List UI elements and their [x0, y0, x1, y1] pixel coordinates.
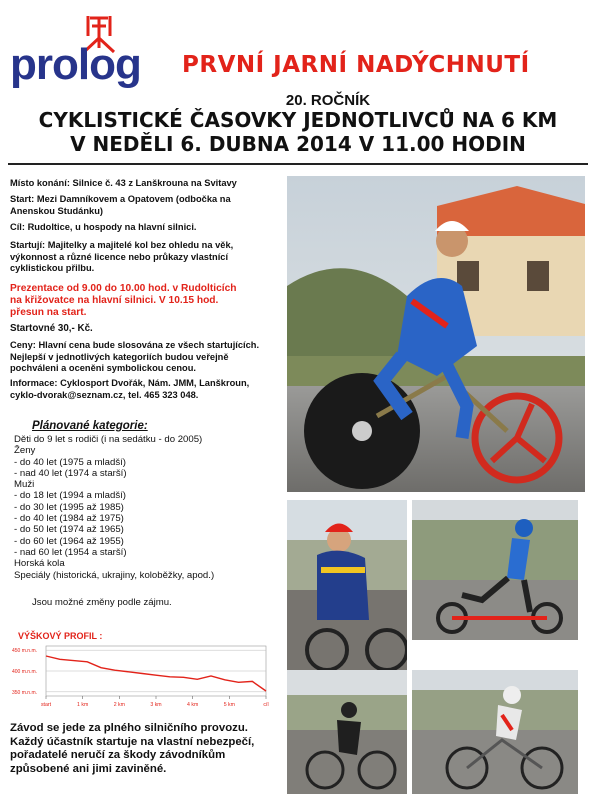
- start-line2: Anenskou Studánku): [10, 205, 103, 216]
- category-item: - nad 40 let (1974 a starší): [14, 467, 127, 479]
- registration-line2: na křižovatce na hlavní silnici. V 10.15 hod.: [10, 295, 219, 306]
- registration-line1: Prezentace od 9.00 do 10.00 hod. v Rudolticích: [10, 283, 237, 294]
- notice-line2: Každý účastník startuje na vlastní nebezpečí,: [10, 735, 255, 748]
- prizes-line1: Hlavní cena bude slosována ze všech startujících.: [38, 340, 260, 350]
- riders-line3: cyklistickou přilbu.: [10, 263, 95, 273]
- finish-location: [10, 222, 282, 234]
- prizes: [10, 340, 282, 375]
- notice-line4: způsobené ani jimi zaviněné.: [10, 762, 167, 775]
- category-item: - do 40 let (1984 až 1975): [14, 513, 124, 525]
- start-line1: Mezi Damníkovem a Opatovem (odbočka na: [36, 194, 231, 204]
- category-item: - do 18 let (1994 a mladší): [14, 490, 126, 502]
- contact: [10, 378, 282, 401]
- category-item: - nad 60 let (1954 a starší): [14, 546, 127, 558]
- divider: [8, 163, 588, 165]
- profile-x-label: start: [40, 702, 52, 708]
- profile-x-label: 2 km: [113, 702, 125, 708]
- photo-cyclist-portrait: [287, 500, 407, 670]
- prizes-label: Ceny:: [10, 340, 36, 350]
- profile-x-label: 1 km: [77, 702, 89, 708]
- profile-x-label: 5 km: [223, 702, 235, 708]
- profile-y-label: 400 m.n.m.: [12, 669, 38, 675]
- photo-scooter-rider: [412, 500, 578, 640]
- start-label: Start:: [10, 194, 35, 204]
- registration: [10, 283, 282, 319]
- safety-notice: [10, 722, 290, 776]
- contact-line2: cyklo-dvorak@seznam.cz, tel. 465 323 048.: [10, 389, 199, 400]
- logo-text: prolog: [10, 40, 141, 89]
- photo-main-cyclist: [287, 176, 585, 492]
- notice-line3: pořadatelé neručí za škody závodníkům: [10, 749, 226, 761]
- category-item: Horská kola: [14, 558, 65, 570]
- profile-y-label: 450 m.n.m.: [12, 648, 38, 655]
- categories-list: [14, 434, 294, 581]
- profile-x-label: cíl: [263, 702, 269, 708]
- category-item: - do 60 let (1964 až 1955): [14, 535, 124, 547]
- profile-line: [46, 656, 266, 691]
- category-item: Muži: [14, 479, 35, 491]
- category-item: - do 30 let (1995 až 1985): [14, 501, 124, 513]
- profile-title: VÝŠKOVÝ PROFIL :: [18, 631, 103, 641]
- profile-x-label: 4 km: [187, 702, 199, 708]
- category-item: Ženy: [14, 445, 36, 457]
- entry-fee: Startovné 30,- Kč.: [10, 323, 93, 334]
- elevation-profile: [10, 640, 278, 715]
- profile-x-label: 3 km: [150, 702, 162, 708]
- photo-woman-cyclist: [412, 670, 578, 794]
- notice-line1: Závod se jede za plného silničního provozu.: [10, 722, 248, 734]
- registration-line3: přesun na start.: [10, 307, 87, 318]
- headline-line2: V NEDĚLI 6. DUBNA 2014 V 11.00 HODIN: [70, 132, 526, 156]
- profile-y-label: 350 m.n.m.: [12, 689, 38, 696]
- category-item: - do 40 let (1975 a mladší): [14, 456, 126, 468]
- edition: 20. ROČNÍK: [285, 92, 371, 109]
- event-title: PRVNÍ JARNÍ NADÝCHNUTÍ: [182, 52, 530, 78]
- prizes-line2: Nejlepší v jednotlivých kategoriích budou veřejně: [10, 351, 229, 362]
- contact-label: Informace:: [10, 378, 58, 388]
- start-location: [10, 194, 282, 217]
- category-item: - do 50 let (1974 až 1965): [14, 524, 124, 536]
- category-item: Speciály (historická, ukrajiny, koloběžky, apod.): [14, 569, 215, 581]
- headline-line1: CYKLISTICKÉ ČASOVKY JEDNOTLIVCŮ NA 6 KM: [38, 108, 558, 132]
- riders-label: Startují:: [10, 240, 46, 250]
- contact-line1: Cyklosport Dvořák, Nám. JMM, Lanškroun,: [60, 378, 250, 388]
- photo-cyclist-group: [287, 670, 407, 794]
- finish-value: Rudoltice, u hospody na hlavní silnici.: [27, 222, 197, 232]
- venue: [10, 178, 282, 190]
- category-item: Děti do 9 let s rodiči (i na sedátku - do 2005): [14, 434, 203, 445]
- venue-label: Místo konání:: [10, 178, 70, 188]
- changes-note: Jsou možné změny podle zájmu.: [32, 597, 172, 608]
- riders-line2: výkonnost a různé licence nebo průkazy vlastnící: [10, 251, 229, 262]
- categories-title: Plánované kategorie:: [32, 420, 148, 432]
- riders: [10, 240, 282, 275]
- prizes-line3: pochváleni a oceněni symbolickou cenou.: [10, 363, 196, 373]
- venue-value: Silnice č. 43 z Lanškrouna na Svitavy: [72, 178, 237, 188]
- riders-line1: Majitelky a majitelé kol bez ohledu na věk,: [47, 240, 234, 250]
- finish-label: Cíl:: [10, 222, 25, 232]
